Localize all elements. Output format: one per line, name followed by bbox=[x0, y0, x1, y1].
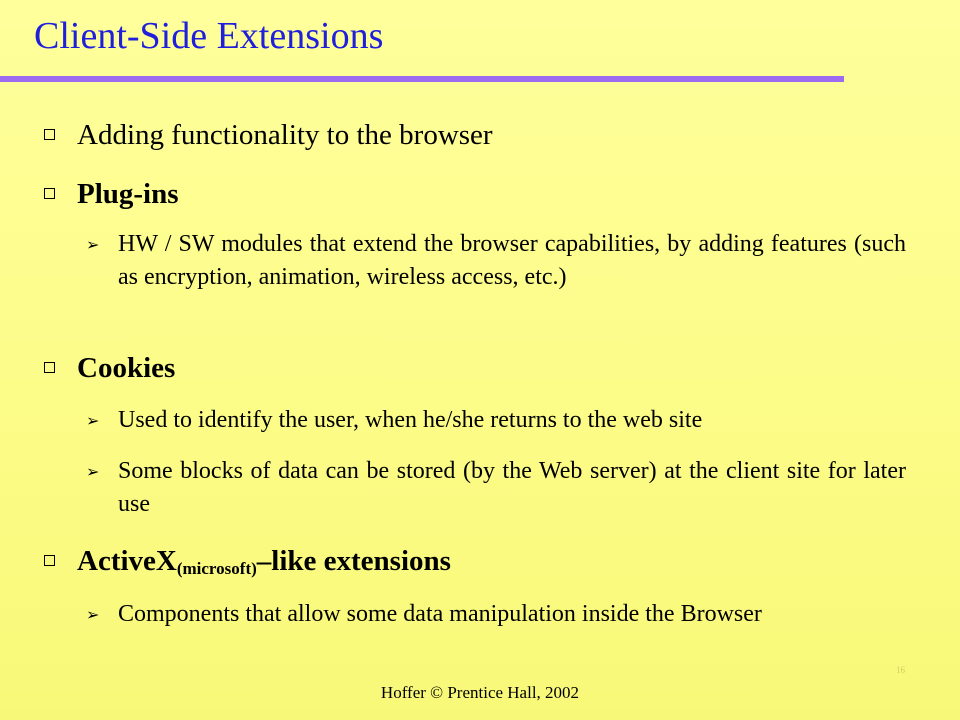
square-bullet-icon bbox=[44, 555, 55, 566]
arrow-bullet-icon: ➢ bbox=[86, 605, 100, 624]
activex-suffix: –like extensions bbox=[256, 545, 451, 577]
title-underline bbox=[0, 76, 844, 82]
bullet-text: Cookies bbox=[77, 352, 176, 384]
bullet-text: Used to identify the user, when he/she returns to the web site bbox=[118, 407, 703, 433]
bullet-text: Some blocks of data can be stored (by the Web server) at the client site for later use bbox=[118, 458, 906, 517]
square-bullet-icon bbox=[44, 129, 55, 140]
slide-title: Client-Side Extensions bbox=[34, 15, 384, 57]
footer-copyright: Hoffer © Prentice Hall, 2002 bbox=[380, 683, 580, 702]
slide-number: 16 bbox=[896, 665, 905, 675]
bullet-text: Components that allow some data manipulation inside the Browser bbox=[118, 601, 762, 627]
arrow-bullet-icon: ➢ bbox=[86, 235, 100, 254]
arrow-bullet-icon: ➢ bbox=[86, 462, 100, 481]
bullet-text bbox=[77, 543, 451, 587]
activex-label: ActiveX bbox=[77, 545, 177, 577]
bullet-text: Plug-ins bbox=[77, 178, 179, 210]
bullet-text: Adding functionality to the browser bbox=[77, 119, 493, 151]
square-bullet-icon bbox=[44, 362, 55, 373]
square-bullet-icon bbox=[44, 188, 55, 199]
activex-subscript: (microsoft) bbox=[176, 559, 257, 578]
arrow-bullet-icon: ➢ bbox=[86, 411, 100, 430]
bullet-text: HW / SW modules that extend the browser capabilities, by adding features (such as encryption, animation, wireless access, etc.) bbox=[118, 231, 906, 290]
